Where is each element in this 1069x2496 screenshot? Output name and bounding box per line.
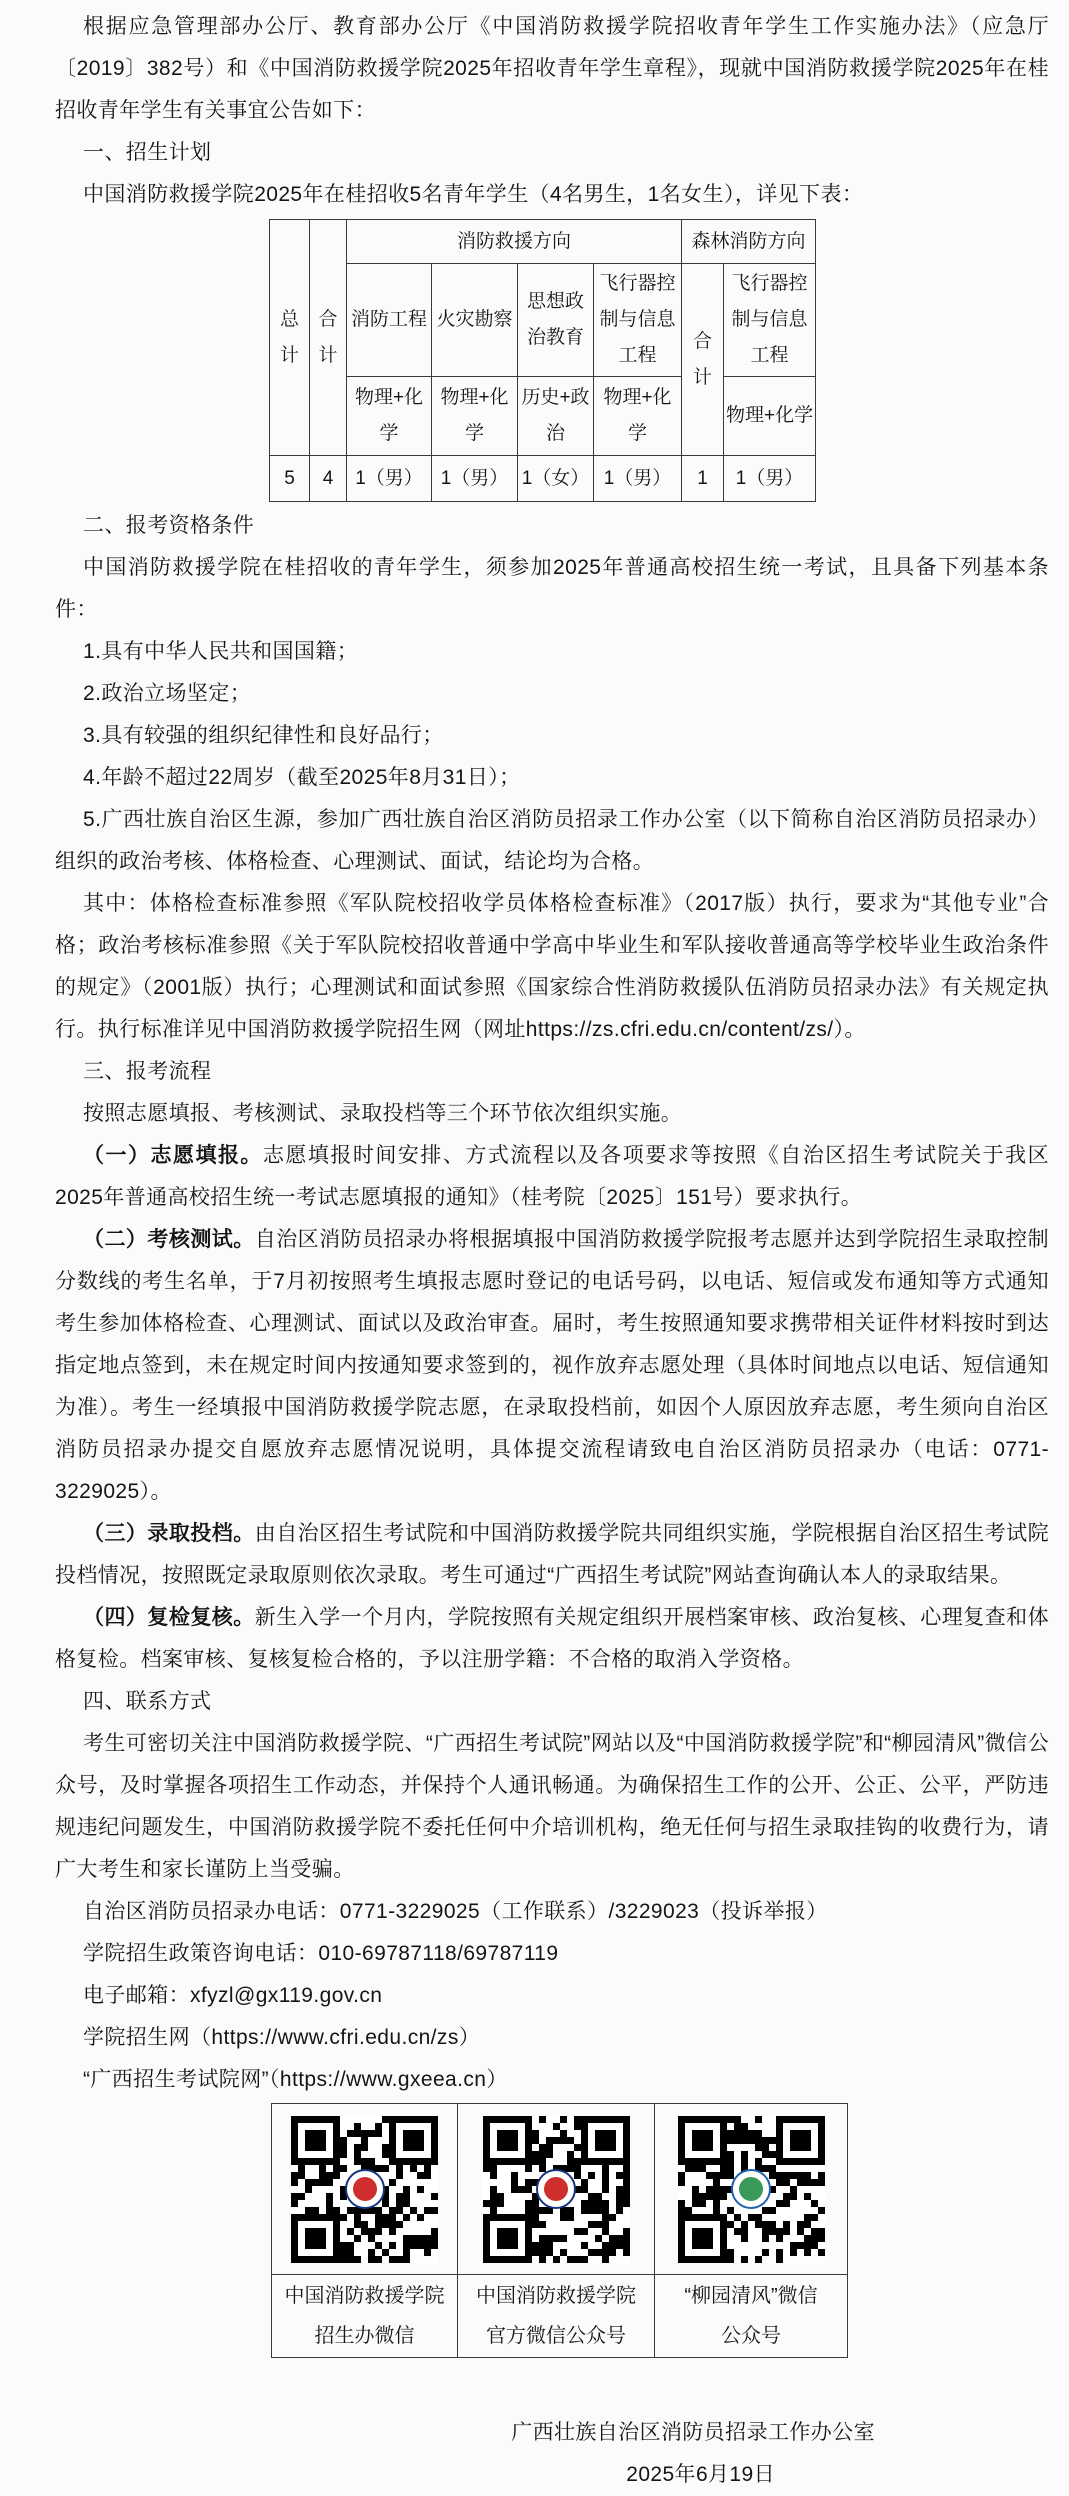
fire-rescue-direction-cell: 消防救援方向 [347, 220, 682, 264]
subject-cell: 物理+化学 [594, 377, 682, 456]
contact-line-gxeea-site: “广西招生考试院网”（https://www.gxeea.cn） [83, 2068, 508, 2091]
qr-code-liuyuan-wechat [678, 2116, 825, 2263]
value-cell: 1（女） [518, 456, 594, 502]
total-header-cell: 总计 [270, 220, 310, 456]
process-step-title: （三）录取投档。 [83, 1522, 255, 1545]
process-step [55, 1219, 1049, 1513]
section-4-heading: 四、联系方式 [83, 1690, 212, 1713]
section-2-heading: 二、报考资格条件 [83, 514, 255, 537]
process-step-text: 由自治区招生考试院和中国消防救援学院共同组织实施，学院根据自治区招生考试院投档情况，按照既定录取原则依次录取。考生可通过“广西招生考试院”网站查询确认本人的录取结果。 [55, 1522, 1050, 1587]
major-cell: 思想政治教育 [518, 264, 594, 377]
major-cell: 火灾勘察 [432, 264, 518, 377]
process-step [55, 1513, 1049, 1597]
subtotal-header-cell: 合计 [310, 220, 347, 456]
qr-caption [458, 2275, 655, 2358]
process-step-text: 自治区消防员招录办将根据填报中国消防救援学院报考志愿并达到学院招生录取控制分数线的考生名单，于7月初按照考生填报志愿时登记的电话号码，以电话、短信或发布通知等方式通知考生参加体格检查、心理测试、面试以及政治审查。届时，考生按照通知要求携带相关证件材料按时到达指定地点签到，未在规定时间内按通知要求签到的，视作放弃志愿处理（具体时间地点以电话、短信通知为准）。考生一经填报中国消防救援学院志愿，在录取投档前，如因个人原因放弃志愿，考生须向自治区消防员招录办提交自愿放弃志愿情况说明，具体提交流程请致电自治区消防员招录办（电话：0771-3229025）。 [55, 1228, 1050, 1503]
eligibility-item: 3.具有较强的组织纪律性和良好品行； [83, 724, 444, 747]
qr-caption-line: 中国消防救援学院 [284, 2285, 445, 2307]
contact-line-policy-phone: 学院招生政策咨询电话：010-69787118/69787119 [83, 1942, 559, 1965]
qr-cell [458, 2104, 655, 2275]
value-cell: 1（男） [594, 456, 682, 502]
subject-cell: 物理+化学 [724, 377, 816, 456]
subject-cell: 物理+化学 [347, 377, 432, 456]
qr-code-official-wechat [483, 2116, 630, 2263]
intro-paragraph: 根据应急管理部办公厅、教育部办公厅《中国消防救援学院招收青年学生工作实施办法》（应急厅〔2019〕382号）和《中国消防救援学院2025年招收青年学生章程》，现就中国消防救援学院2025年在桂招收青年学生有关事宜公告如下： [55, 15, 1049, 122]
process-step-title: （四）复检复核。 [83, 1606, 255, 1629]
value-cell: 1 [682, 456, 724, 502]
qr-caption [655, 2275, 848, 2358]
qr-caption-line: 官方微信公众号 [486, 2325, 626, 2347]
value-cell-total: 5 [270, 456, 310, 502]
contact-lead-paragraph: 考生可密切关注中国消防救援学院、“广西招生考试院”网站以及“中国消防救援学院”和“柳园清风”微信公众号，及时掌握各项招生工作动态，并保持个人通讯畅通。为确保招生工作的公开、公正、公平，严防违规违纪问题发生，中国消防救援学院不委托任何中介培训机构，绝无任何与招生录取挂钩的收费行为，请广大考生和家长谨防上当受骗。 [55, 1732, 1049, 1881]
signature-date: 2025年6月19日 [626, 2463, 775, 2486]
qr-caption-line: 招生办微信 [314, 2325, 415, 2347]
academy-emblem-icon [345, 2169, 385, 2209]
forest-fire-direction-cell: 森林消防方向 [682, 220, 816, 264]
contact-line-email: 电子邮箱：xfyzl@gx119.gov.cn [83, 1984, 383, 2007]
process-step [55, 1135, 1049, 1219]
qr-caption-line: “柳园清风”微信 [684, 2285, 818, 2307]
academy-emblem-icon [536, 2169, 576, 2209]
qr-caption-line: 公众号 [721, 2325, 781, 2347]
process-step-text: 志愿填报时间安排、方式流程以及各项要求等按照《自治区招生考试院关于我区2025年普通高校招生统一考试志愿填报的通知》（桂考院〔2025〕151号）要求执行。 [55, 1144, 1050, 1209]
eligibility-lead-paragraph: 中国消防救援学院在桂招收的青年学生，须参加2025年普通高校招生统一考试，且具备下列基本条件： [55, 556, 1049, 621]
signature-block [55, 2412, 1049, 2496]
enrollment-plan-table [269, 219, 816, 502]
qr-cell [655, 2104, 848, 2275]
value-cell: 1（男） [347, 456, 432, 502]
major-cell: 飞行器控制与信息工程 [724, 264, 816, 377]
subject-cell: 历史+政治 [518, 377, 594, 456]
standards-note-paragraph: 其中：体格检查标准参照《军队院校招收学员体格检查标准》（2017版）执行，要求为“其他专业”合格；政治考核标准参照《关于军队院校招收普通中学高中毕业生和军队接收普通高等学校毕业生政治条件的规定》（2001版）执行；心理测试和面试参照《国家综合性消防救援队伍消防员招录办法》有关规定执行。执行标准详见中国消防救援学院招生网（网址https://zs.cfri.edu.cn/content/zs/）。 [55, 892, 1049, 1041]
process-step-title: （一）志愿填报。 [83, 1144, 263, 1167]
eligibility-item: 4.年龄不超过22周岁（截至2025年8月31日）； [83, 766, 521, 789]
signature-org: 广西壮族自治区消防员招录工作办公室 [511, 2421, 875, 2444]
process-step-title: （二）考核测试。 [83, 1228, 255, 1251]
qr-cell [272, 2104, 458, 2275]
value-cell: 1（男） [432, 456, 518, 502]
liuyuan-emblem-icon [731, 2169, 771, 2209]
process-lead-paragraph: 按照志愿填报、考核测试、录取投档等三个环节依次组织实施。 [83, 1102, 683, 1125]
eligibility-item: 2.政治立场坚定； [83, 682, 252, 705]
section-3-heading: 三、报考流程 [83, 1060, 212, 1083]
qr-caption-line: 中国消防救援学院 [476, 2285, 636, 2307]
section-1-heading: 一、招生计划 [83, 141, 212, 164]
process-step [55, 1597, 1049, 1681]
qr-code-table [271, 2103, 848, 2358]
eligibility-item: 1.具有中华人民共和国国籍； [83, 640, 359, 663]
value-cell: 1（男） [724, 456, 816, 502]
plan-lead-paragraph: 中国消防救援学院2025年在桂招收5名青年学生（4名男生，1名女生），详见下表： [83, 183, 864, 206]
value-cell-subtotal: 4 [310, 456, 347, 502]
qr-caption [272, 2275, 458, 2358]
contact-line-phone: 自治区消防员招录办电话：0771-3229025（工作联系）/3229023（投诉举报） [83, 1900, 828, 1923]
contact-line-admissions-site: 学院招生网（https://www.cfri.edu.cn/zs） [83, 2026, 481, 2049]
eligibility-item: 5.广西壮族自治区生源，参加广西壮族自治区消防员招录工作办公室（以下简称自治区消防员招录办）组织的政治考核、体格检查、心理测试、面试，结论均为合格。 [55, 808, 1049, 873]
subject-cell: 物理+化学 [432, 377, 518, 456]
process-step-text: 新生入学一个月内，学院按照有关规定组织开展档案审核、政治复核、心理复查和体格复检。档案审核、复核复检合格的，予以注册学籍：不合格的取消入学资格。 [55, 1606, 1050, 1671]
major-cell: 飞行器控制与信息工程 [594, 264, 682, 377]
forest-subtotal-header-cell: 合计 [682, 264, 724, 456]
qr-code-admissions-wechat [291, 2116, 438, 2263]
major-cell: 消防工程 [347, 264, 432, 377]
